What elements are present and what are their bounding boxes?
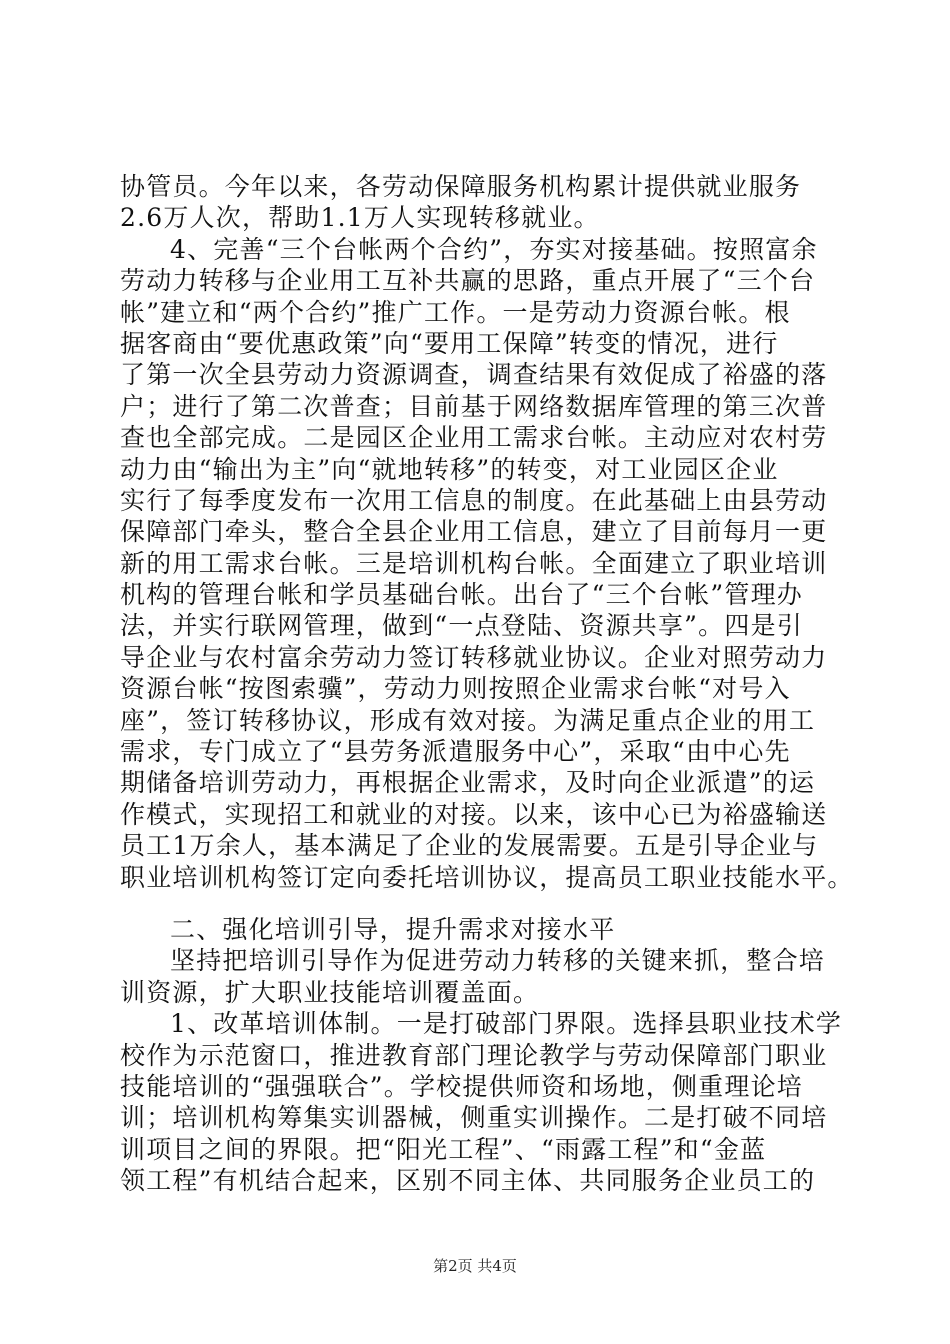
text-line: 机构的管理台帐和学员基础台帐。出台了“三个台帐”管理办 (120, 580, 803, 610)
text-line: 期储备培训劳动力，再根据企业需求，及时向企业派遣”的运 (120, 768, 816, 798)
text-line: 技能培训的“强强联合”。学校提供师资和场地，侧重理论培 (120, 1071, 803, 1101)
text-line: 训资源，扩大职业技能培训覆盖面。 (120, 977, 540, 1007)
text-line: 职业培训机构签订定向委托培训协议，提高员工职业技能水平。 (120, 862, 854, 892)
text-line: 需求，专门成立了“县劳务派遣服务中心”，采取“由中心先 (120, 737, 791, 767)
text-line: 训；培训机构筹集实训器械，侧重实训操作。二是打破不同培 (120, 1103, 828, 1133)
text-line: 资源台帐“按图索骥”，劳动力则按照企业需求台帐“对号入 (120, 674, 791, 704)
text-line: 劳动力转移与企业用工互补共赢的思路，重点开展了“三个台 (120, 266, 816, 296)
text-line: 领工程”有机结合起来，区别不同主体、共同服务企业员工的 (120, 1166, 816, 1196)
text-line: 据客商由“要优惠政策”向“要用工保障”转变的情况，进行 (120, 328, 779, 358)
text-line: 协管员。今年以来，各劳动保障服务机构累计提供就业服务 (120, 172, 802, 201)
text-line: 作模式，实现招工和就业的对接。以来，该中心已为裕盛输送 (120, 799, 828, 829)
text-line: 导企业与农村富余劳动力签订转移就业协议。企业对照劳动力 (120, 642, 828, 672)
paragraph-start-line: 1、改革培训体制。一是打破部门界限。选择县职业技术学 (170, 1009, 843, 1039)
body-text (120, 171, 854, 1197)
text-line: 新的用工需求台帐。三是培训机构台帐。全面建立了职业培训 (120, 548, 828, 578)
text-line: 训项目之间的界限。把“阳光工程”、“雨露工程”和“金蓝 (120, 1134, 767, 1164)
text-line: 实行了每季度发布一次用工信息的制度。在此基础上由县劳动 (120, 485, 828, 515)
text-line: 员工1万余人，基本满足了企业的发展需要。五是引导企业与 (120, 831, 819, 861)
text-line: 了第一次全县劳动力资源调查，调查结果有效促成了裕盛的落 (120, 360, 828, 390)
page-number-footer: 第2页 共4页 (433, 1257, 517, 1275)
text-line: 帐”建立和“两个合约”推广工作。一是劳动力资源台帐。根 (120, 297, 791, 327)
text-line: 户；进行了第二次普查；目前基于网络数据库管理的第三次普 (120, 391, 828, 421)
text-line: 查也全部完成。二是园区企业用工需求台帐。主动应对农村劳 (120, 423, 828, 453)
text-line: 动力由“输出为主”向“就地转移”的转变，对工业园区企业 (120, 454, 779, 484)
paragraph-start-line: 4、完善“三个台帐两个合约”，夯实对接基础。按照富余 (170, 234, 818, 264)
text-line: 2.6万人次，帮助1.1万人实现转移就业。 (120, 203, 600, 233)
text-line: 保障部门牵头，整合全县企业用工信息，建立了目前每月一更 (120, 517, 828, 547)
text-line: 校作为示范窗口，推进教育部门理论教学与劳动保障部门职业 (120, 1040, 828, 1070)
paragraph-start-line: 坚持把培训引导作为促进劳动力转移的关键来抓，整合培 (170, 946, 826, 976)
text-line: 法，并实行联网管理，做到“一点登陆、资源共享”。四是引 (120, 611, 803, 641)
section-heading: 二、强化培训引导，提升需求对接水平 (170, 914, 616, 944)
text-line: 座”，签订转移协议，形成有效对接。为满足重点企业的用工 (120, 705, 816, 735)
